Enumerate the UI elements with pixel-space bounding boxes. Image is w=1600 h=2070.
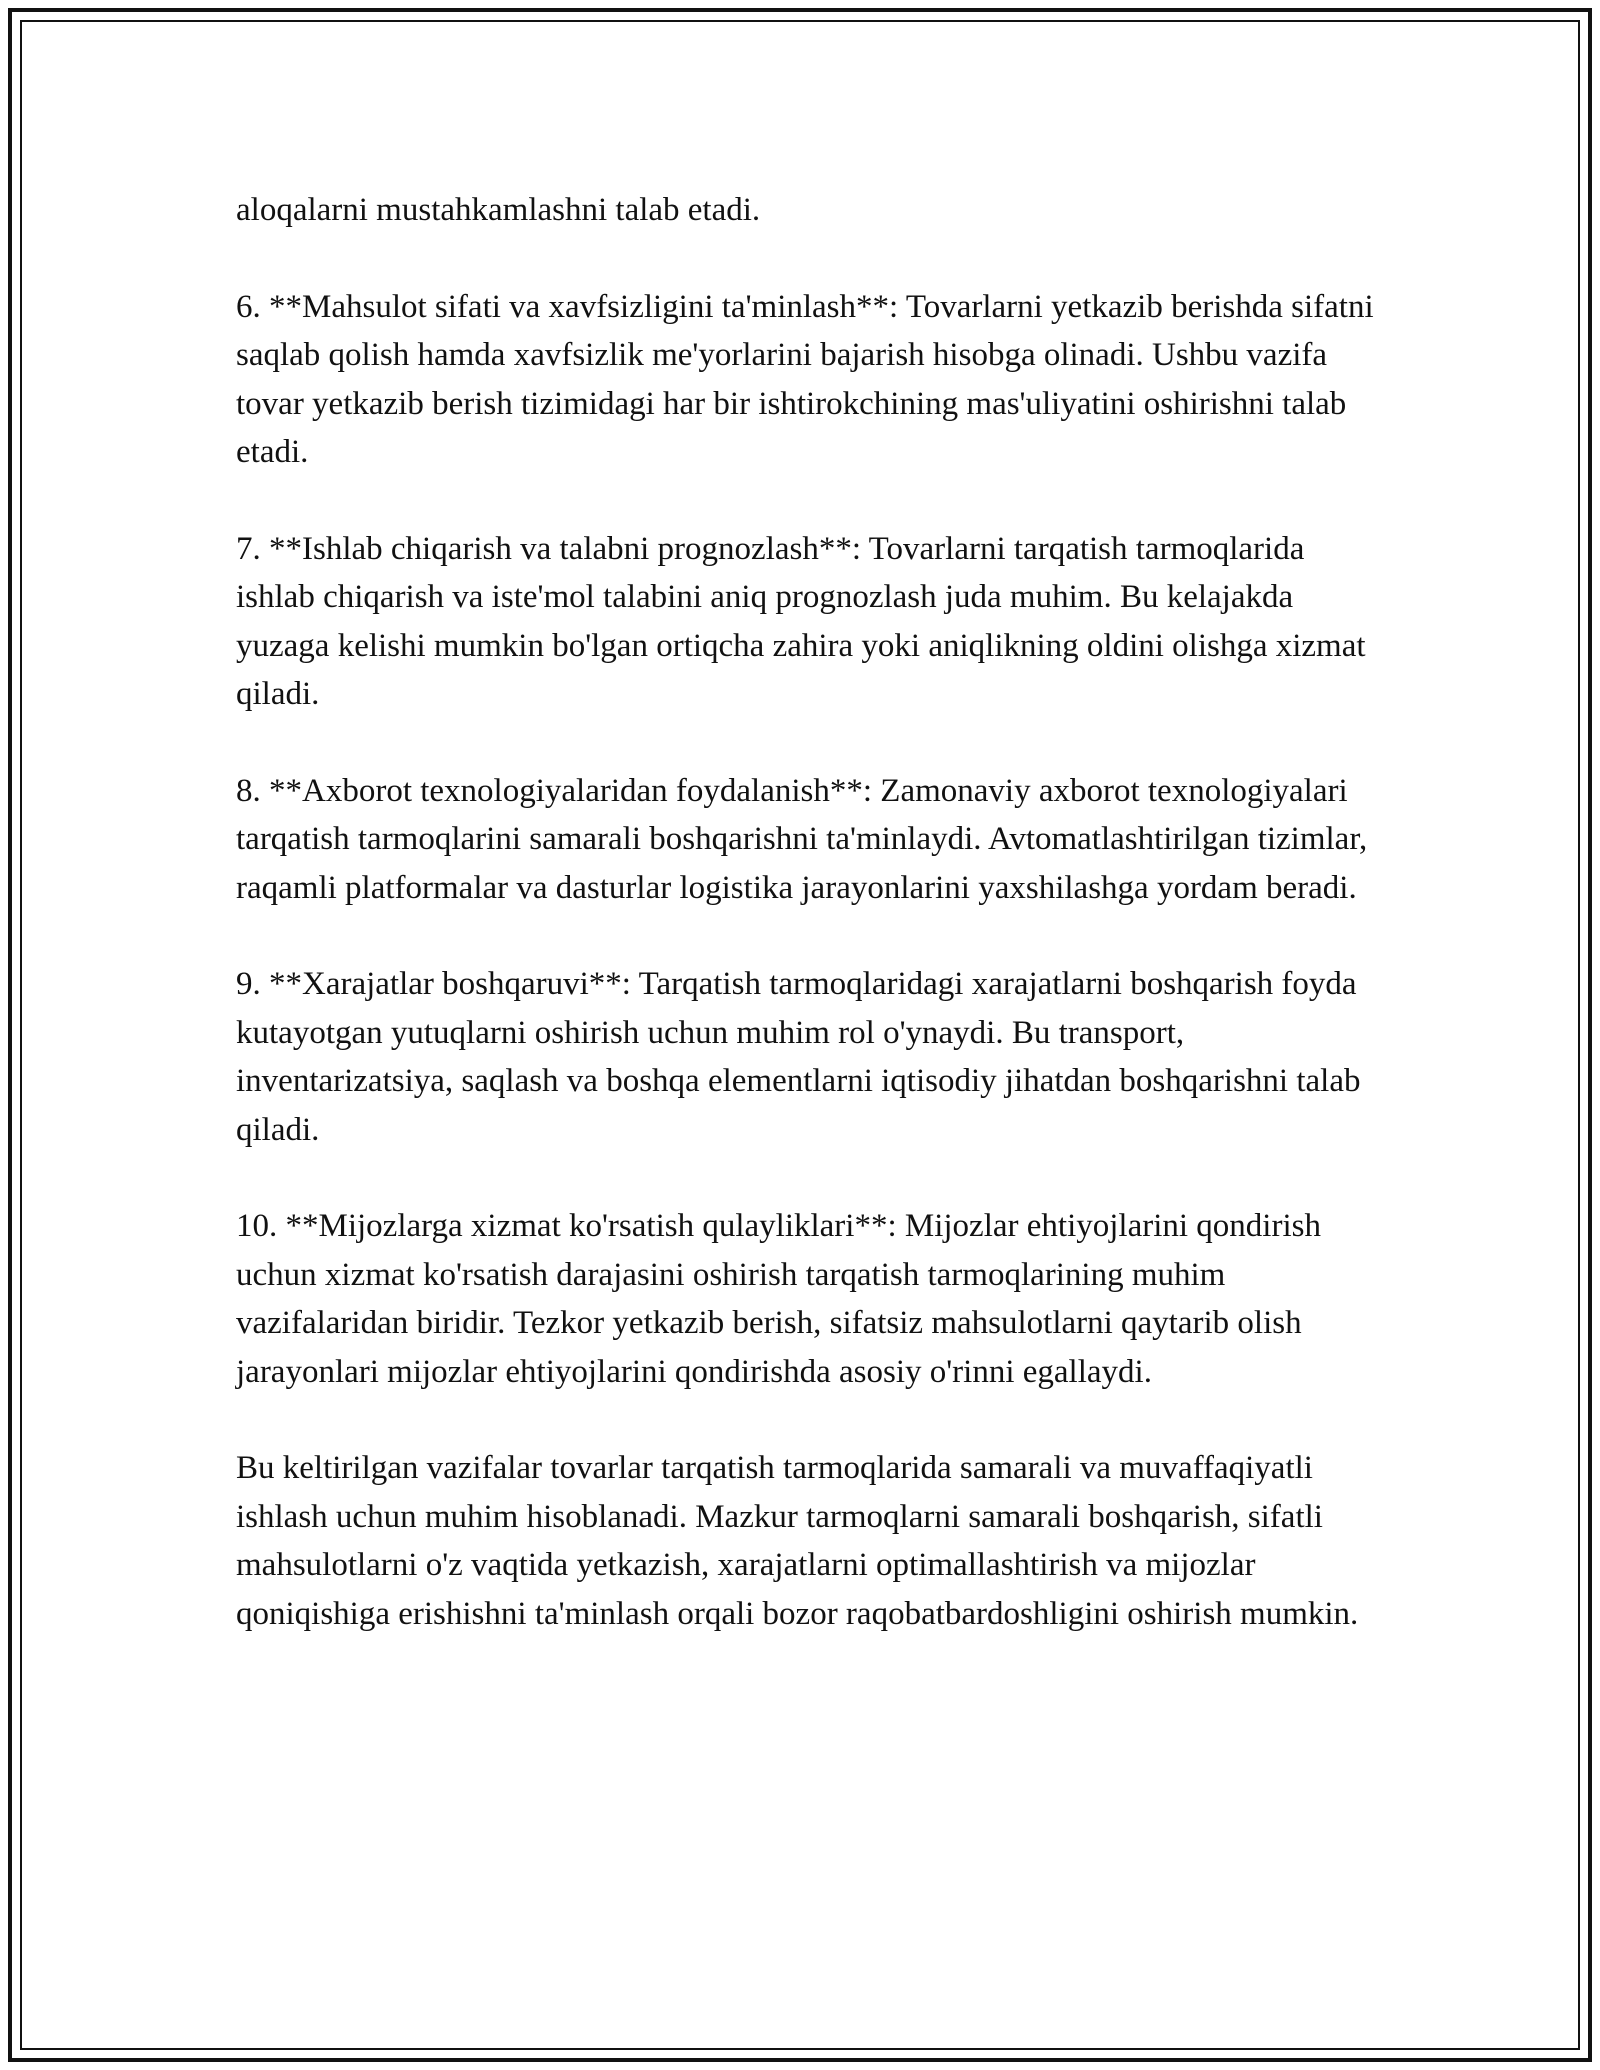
conclusion-paragraph: Bu keltirilgan vazifalar tovarlar tarqatish tarmoqlarida samarali va muvaffaqiyatli ishlash uchun muhim hisoblanadi. Mazkur tarmoqlarni samarali boshqarish, sifatli mahsulotlarni o'z vaqtida yetkazish, xarajatlarni optimallashtirish va mijozlar qoniqishiga erishishni ta'minlash orqali bozor raqobatbardoshligini oshirish mumkin. xyxy=(236,1450,1359,1632)
list-item-9: 9. **Xarajatlar boshqaruvi**: Tarqatish tarmoqlaridagi xarajatlarni boshqarish foyda kutayotgan yutuqlarni oshirish uchun muhim rol o'ynaydi. Bu transport, inventarizatsiya, saqlash va boshqa elementlarni iqtisodiy jihatdan boshqarishni talab qiladi. xyxy=(236,966,1361,1148)
paragraph-continuation: aloqalarni mustahkamlashni talab etadi. xyxy=(236,192,761,228)
list-item-6: 6. **Mahsulot sifati va xavfsizligini ta'minlash**: Tovarlarni yetkazib berishda sifatni saqlab qolish hamda xavfsizlik me'yorlarini bajarish hisobga olinadi. Ushbu vazifa tovar yetkazib berish tizimidagi har bir ishtirokchining mas'uliyatini oshirishni talab etadi. xyxy=(236,288,1374,471)
list-item-10: 10. **Mijozlarga xizmat ko'rsatish qulayliklari**: Mijozlar ehtiyojlarini qondirish uchun xizmat ko'rsatish darajasini oshirish tarqatish tarmoqlarining muhim vazifalaridan biridir. Tezkor yetkazib berish, sifatsiz mahsulotlarni qaytarib olish jarayonlari mijozlar ehtiyojlarini qondirishda asosiy o'rinni egallaydi. xyxy=(236,1208,1321,1390)
document-body xyxy=(236,186,1376,1638)
list-item-8: 8. **Axborot texnologiyalaridan foydalanish**: Zamonaviy axborot texnologiyalari tarqatish tarmoqlarini samarali boshqarishni ta'minlaydi. Avtomatlashtirilgan tizimlar, raqamli platformalar va dasturlar logistika jarayonlarini yaxshilashga yordam beradi. xyxy=(236,772,1368,906)
list-item-7: 7. **Ishlab chiqarish va talabni prognozlash**: Tovarlarni tarqatish tarmoqlarida ishlab chiqarish va iste'mol talabini aniq prognozlash juda muhim. Bu kelajakda yuzaga kelishi mumkin bo'lgan ortiqcha zahira yoki aniqlikning oldini olishga xizmat qiladi. xyxy=(236,530,1366,713)
